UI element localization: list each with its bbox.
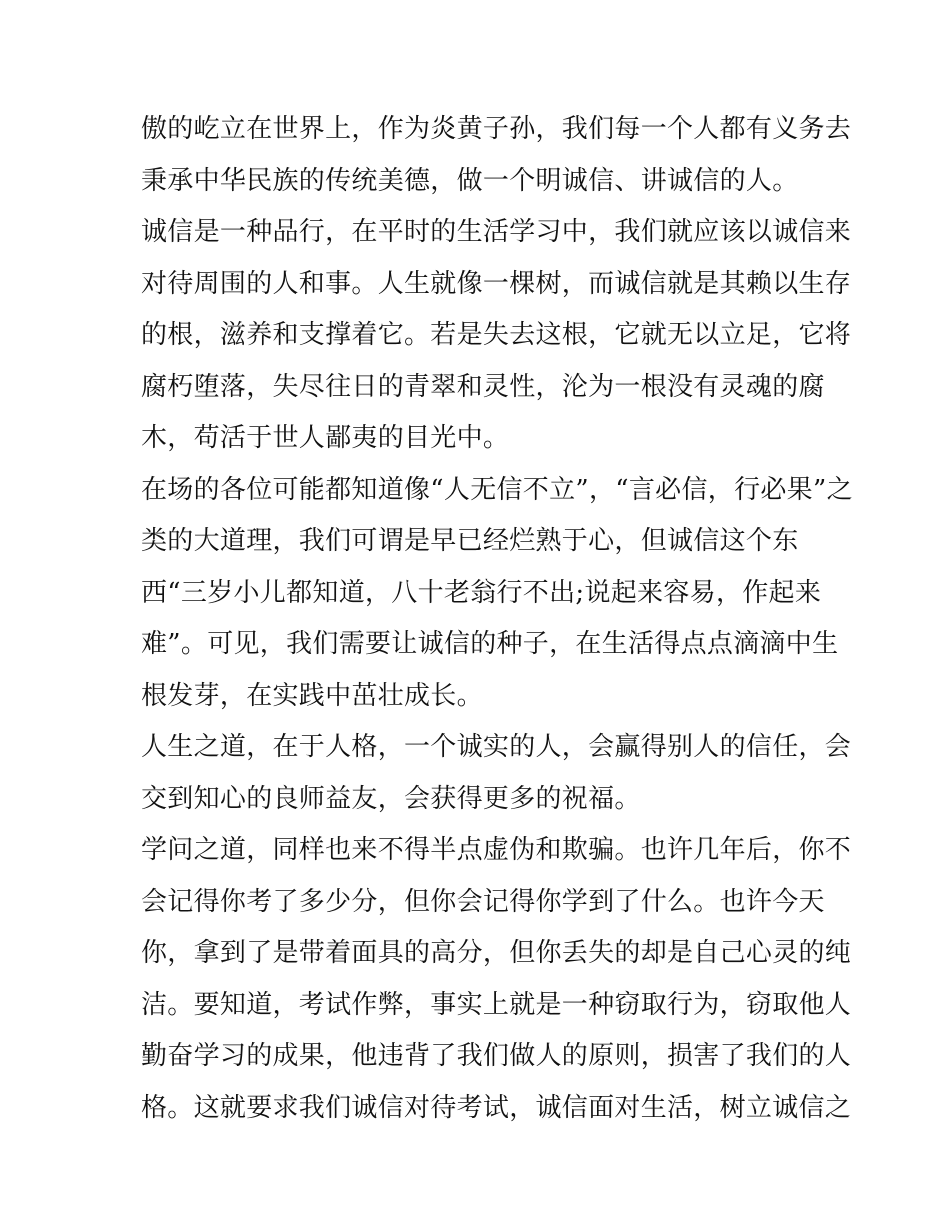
- text-line: 学问之道，同样也来不得半点虚伪和欺骗。也许几年后，你不: [141, 835, 852, 865]
- text-line: 根发芽，在实践中茁壮成长。: [141, 680, 483, 711]
- text-line: 对待周围的人和事。人生就像一棵树，而诚信就是其赖以生存: [141, 268, 852, 299]
- text-line: 傲的屹立在世界上，作为炎黄子孙，我们每一个人都有义务去: [141, 114, 852, 144]
- text-line: 在场的各位可能都知道像“人无信不立”，“言必信，行必果”之: [141, 474, 853, 505]
- text-line: 难”。可见，我们需要让诚信的种子，在生活得点点滴滴中生: [141, 629, 839, 659]
- text-line: 会记得你考了多少分，但你会记得你学到了什么。也许今天: [141, 886, 825, 917]
- text-line: 的根，滋养和支撑着它。若是失去这根，它就无以立足，它将: [141, 320, 852, 350]
- text-line: 人生之道，在于人格，一个诚实的人，会赢得别人的信任，会: [141, 732, 852, 762]
- text-line: 西“三岁小儿都知道，八十老翁行不出;说起来容易，作起来: [141, 577, 822, 608]
- text-line: 诚信是一种品行，在平时的生活学习中，我们就应该以诚信来: [141, 217, 852, 247]
- text-line: 木，苟活于世人鄙夷的目光中。: [141, 423, 510, 453]
- text-line: 勤奋学习的成果，他违背了我们做人的原则，损害了我们的人: [141, 1041, 852, 1071]
- text-line: 秉承中华民族的传统美德，做一个明诚信、讲诚信的人。: [141, 165, 799, 196]
- document-body: [141, 104, 853, 1134]
- text-line: 腐朽堕落，失尽往日的青翠和灵性，沦为一根没有灵魂的腐: [141, 371, 825, 402]
- text-line: 你，拿到了是带着面具的高分，但你丢失的却是自己心灵的纯: [141, 938, 852, 968]
- text-line: 格。这就要求我们诚信对待考试，诚信面对生活，树立诚信之: [141, 1092, 852, 1123]
- text-line: 交到知心的良师益友，会获得更多的祝福。: [141, 783, 641, 814]
- text-line: 洁。要知道，考试作弊，事实上就是一种窃取行为，窃取他人: [141, 989, 852, 1020]
- text-line: 类的大道理，我们可谓是早已经烂熟于心，但诚信这个东: [141, 526, 799, 556]
